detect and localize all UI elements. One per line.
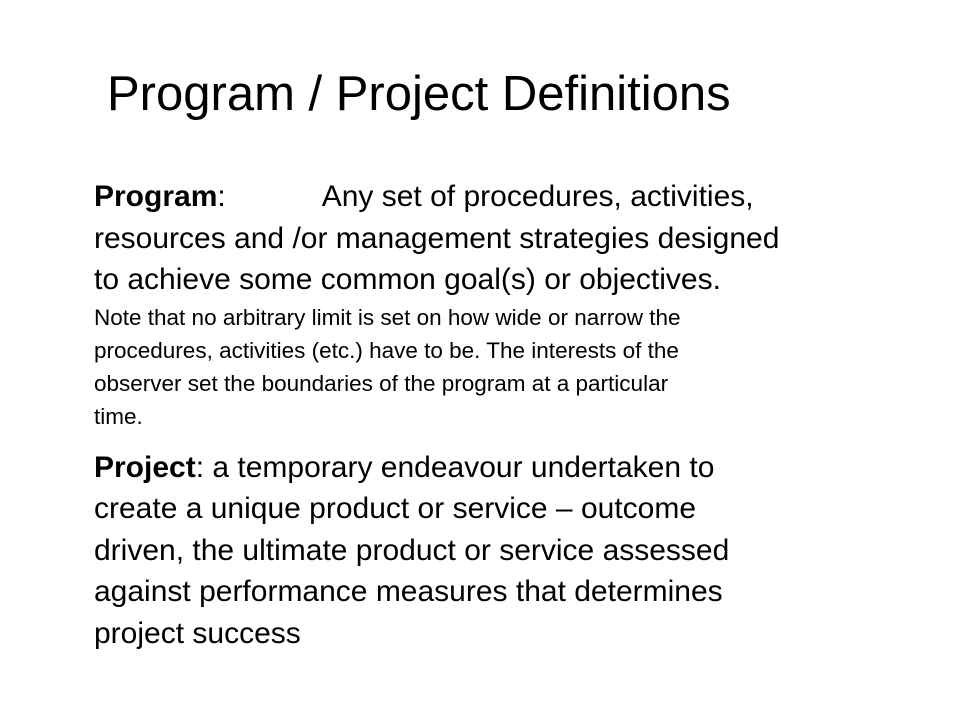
program-note-line-2: procedures, activities (etc.) have to be. The interests of the — [94, 337, 679, 363]
program-line-2: resources and /or management strategies designed — [94, 221, 780, 255]
slide-body — [94, 176, 954, 654]
project-line-5: project success — [94, 616, 301, 650]
project-definition — [94, 447, 954, 655]
program-note-line-4: time. — [94, 403, 143, 429]
section-gap — [94, 433, 954, 447]
project-term: Project — [94, 450, 196, 484]
program-note-line-3: observer set the boundaries of the program at a particular — [94, 370, 669, 396]
program-term: Program — [94, 180, 218, 213]
program-line-1 — [94, 176, 954, 218]
program-line-3: to achieve some common goal(s) or objectives. — [94, 263, 721, 296]
program-text-line-1: Any set of procedures, activities, — [321, 180, 754, 213]
project-line-2: create a unique product or service – outcome — [94, 492, 697, 525]
project-line-3: driven, the ultimate product or service assessed — [94, 533, 730, 567]
program-note-line-1: Note that no arbitrary limit is set on how wide or narrow the — [94, 304, 681, 330]
program-colon: : — [217, 180, 226, 213]
project-text-line-1: : a temporary endeavour undertaken to — [195, 450, 715, 484]
project-line-1 — [94, 447, 954, 489]
project-line-4: against performance measures that determines — [94, 575, 723, 608]
slide-title: Program / Project Definitions — [107, 67, 731, 121]
program-definition — [94, 176, 954, 433]
